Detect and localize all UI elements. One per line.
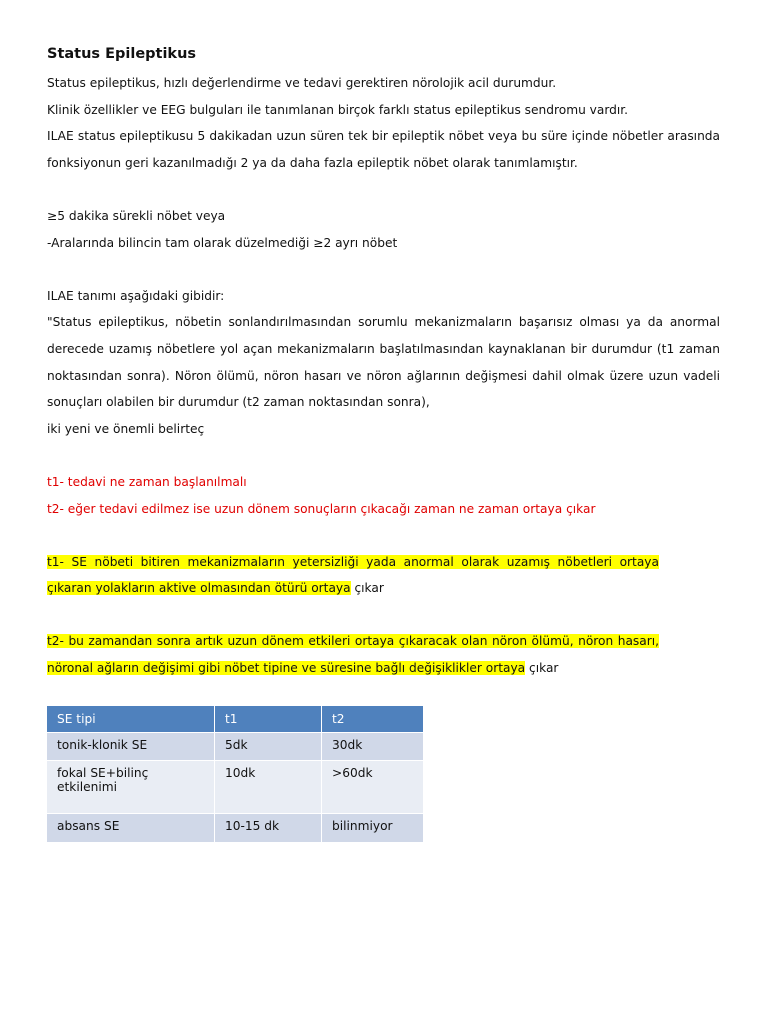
markers-line: iki yeni ve önemli belirteç bbox=[47, 421, 205, 436]
table-header-row bbox=[47, 706, 424, 733]
table-cell: >60dk bbox=[322, 760, 424, 813]
header-t2: t2 bbox=[322, 706, 424, 733]
table-cell: 5dk bbox=[215, 732, 322, 760]
header-se-type: SE tipi bbox=[47, 706, 215, 733]
ilae-quote: "Status epileptikus, nöbetin sonlandırılmasından sorumlu mekanizmaların başarısız olması ya da anormal derecede uzamış nöbetlere yol açan mekanizmaların başlatılmasından kaynaklanan bir durumdur (t1 zaman noktasından sonra). Nöron ölümü, nöron hasarı ve nöron ağlarının değişmesi dahil olmak üzere uzun vadeli sonuçları olabilen bir durumdur (t2 zaman noktasından sonra), bbox=[47, 315, 720, 410]
t1-explanation bbox=[47, 549, 659, 602]
header-t1: t1 bbox=[215, 706, 322, 733]
table-cell: fokal SE+bilinç etkilenimi bbox=[47, 760, 215, 813]
ilae-definition: ILAE status epileptikusu 5 dakikadan uzun süren tek bir epileptik nöbet veya bu süre içinde nöbetler arasında fonksiyonun geri kazanılmadığı 2 ya da daha fazla epileptik nöbet olarak tanımlamıştır. bbox=[47, 129, 720, 170]
criterion-2: -Aralarında bilincin tam olarak düzelmediği ≥2 ayrı nöbet bbox=[47, 235, 398, 250]
ilae-heading: ILAE tanımı aşağıdaki gibidir: bbox=[47, 288, 225, 303]
t2-red-line: t2- eğer tedavi edilmez ise uzun dönem sonuçların çıkacağı zaman ne zaman ortaya çıkar bbox=[47, 501, 596, 516]
document-body bbox=[47, 44, 720, 843]
table-row bbox=[47, 760, 424, 813]
table-cell: 30dk bbox=[322, 732, 424, 760]
table-cell: 10dk bbox=[215, 760, 322, 813]
table-cell: tonik-klonik SE bbox=[47, 732, 215, 760]
t1-tail-text: çıkar bbox=[350, 581, 384, 596]
table-row bbox=[47, 813, 424, 842]
document-title: Status Epileptikus bbox=[47, 46, 197, 62]
t1-red-line: t1- tedavi ne zaman başlanılmalı bbox=[47, 474, 247, 489]
table-cell: absans SE bbox=[47, 813, 215, 842]
t2-tail-text: çıkar bbox=[525, 661, 559, 676]
intro-line-1: Status epileptikus, hızlı değerlendirme ve tedavi gerektiren nörolojik acil durumdur. bbox=[47, 76, 557, 90]
se-timing-table bbox=[47, 706, 424, 843]
t2-explanation bbox=[47, 628, 659, 681]
t1-highlighted-text: t1- SE nöbeti bitiren mekanizmaların yetersizliği yada anormal olarak uzamış nöbetleri ortaya çıkaran yolakların aktive olmasından ötürü ortaya bbox=[47, 554, 659, 596]
table-row bbox=[47, 732, 424, 760]
intro-line-2: Klinik özellikler ve EEG bulguları ile tanımlanan birçok farklı status epileptikus sendromu vardır. bbox=[47, 102, 629, 117]
table-cell: bilinmiyor bbox=[322, 813, 424, 842]
criterion-1: ≥5 dakika sürekli nöbet veya bbox=[47, 208, 226, 223]
t2-highlighted-text: t2- bu zamandan sonra artık uzun dönem etkileri ortaya çıkaracak olan nöron ölümü, nöron hasarı, nöronal ağların değişimi gibi nöbet tipine ve süresine bağlı değişiklikler ortaya bbox=[47, 634, 659, 676]
table-cell: 10-15 dk bbox=[215, 813, 322, 842]
